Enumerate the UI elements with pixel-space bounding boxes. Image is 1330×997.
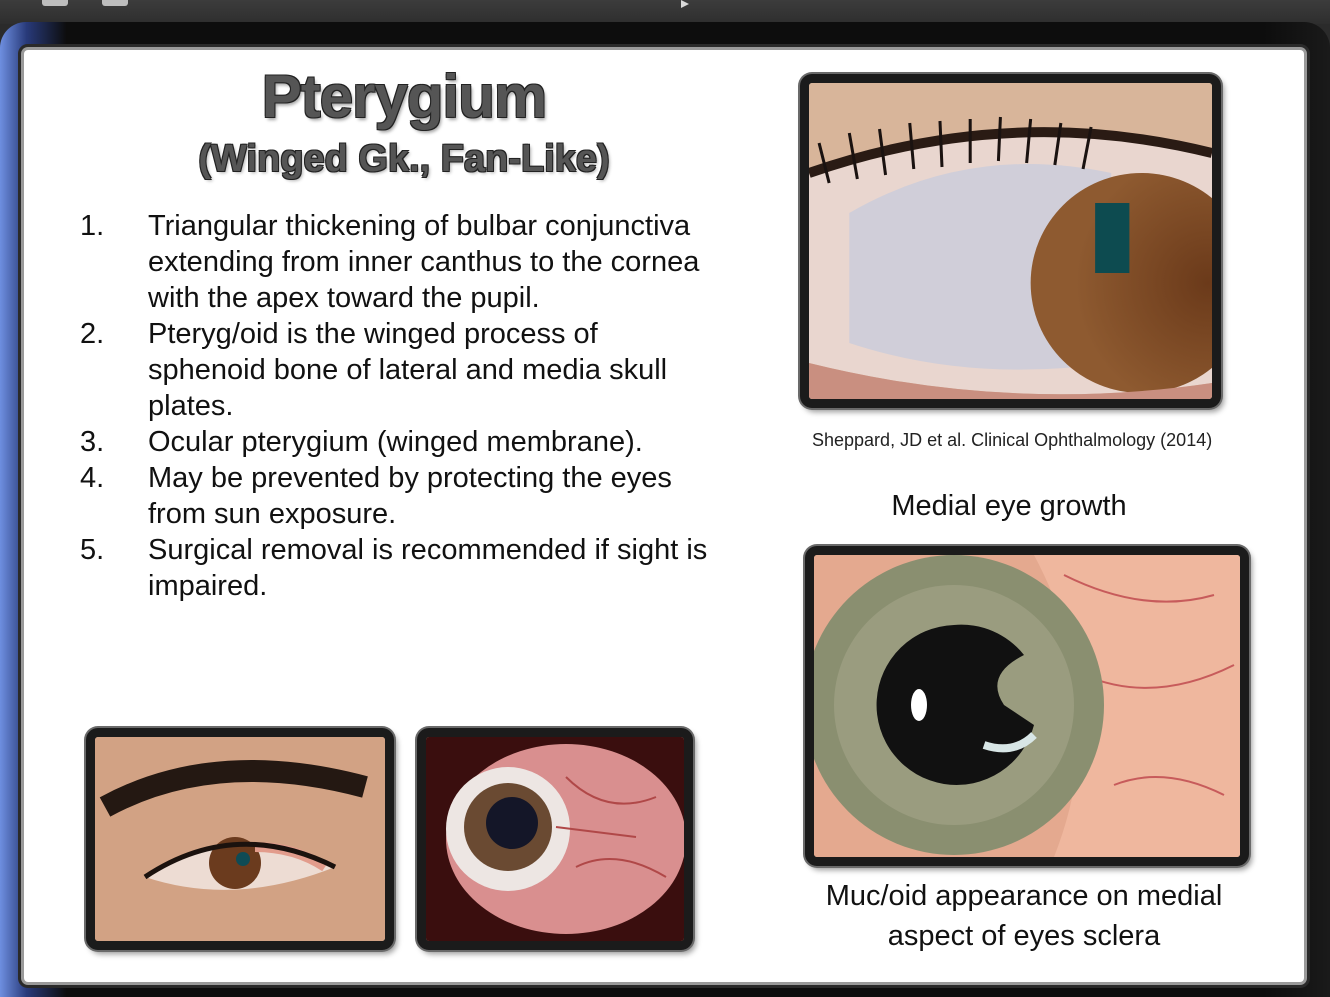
eye-photo-bottom-left bbox=[86, 728, 394, 950]
list-item bbox=[80, 532, 720, 604]
caption-top: Medial eye growth bbox=[891, 490, 1127, 522]
list-number: 4. bbox=[80, 462, 105, 494]
slide-title: Pterygium bbox=[261, 63, 547, 130]
list-text: Pteryg/oid is the winged process of sphenoid bone of lateral and media skull plates. bbox=[148, 318, 668, 422]
list-item bbox=[80, 316, 720, 424]
toolbar-button-left[interactable] bbox=[42, 0, 68, 6]
list-text: Ocular pterygium (winged membrane). bbox=[148, 426, 643, 458]
list-item bbox=[80, 424, 720, 460]
list-number: 2. bbox=[80, 318, 105, 350]
top-toolbar bbox=[0, 0, 1330, 24]
list-text: May be prevented by protecting the eyes from sun exposure. bbox=[148, 462, 672, 530]
slide bbox=[24, 50, 1304, 982]
list-text: Triangular thickening of bulbar conjunctiva extending from inner canthus to the cornea with the apex toward the pupil. bbox=[148, 210, 700, 314]
list-number: 1. bbox=[80, 210, 105, 242]
list-number: 5. bbox=[80, 534, 105, 566]
list-text: Surgical removal is recommended if sight is impaired. bbox=[148, 534, 708, 602]
eye-photo-bottom-right bbox=[805, 546, 1249, 866]
caption-bottom: Muc/oid appearance on medial aspect of eyes sclera bbox=[825, 880, 1223, 952]
image-credit: Sheppard, JD et al. Clinical Ophthalmology (2014) bbox=[812, 430, 1213, 450]
toolbar-button-right[interactable] bbox=[102, 0, 128, 6]
list-number: 3. bbox=[80, 426, 105, 458]
play-icon[interactable] bbox=[681, 0, 689, 8]
eye-photo-bottom-middle bbox=[417, 728, 693, 950]
list-item bbox=[80, 460, 720, 532]
list-item bbox=[80, 208, 720, 316]
bullet-list bbox=[80, 208, 720, 604]
eye-photo-top-right bbox=[800, 74, 1221, 408]
slide-frame bbox=[0, 22, 1330, 997]
slide-subtitle: (Winged Gk., Fan-Like) bbox=[198, 138, 610, 180]
